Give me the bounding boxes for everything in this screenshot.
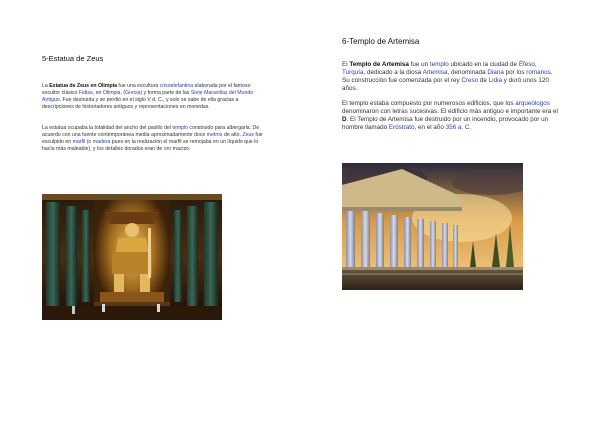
paragraph-text: macizo.	[171, 145, 191, 152]
text-link[interactable]: oro	[163, 145, 172, 152]
text-link[interactable]: madera	[92, 138, 111, 145]
paragraph-text: de	[478, 77, 489, 85]
paragraph-text: . Fue destruida y se perdió en el siglo V d. C., y solo se sabe de ella gracias a descripciones de historiadores antiguos y representaciones en monedas.	[42, 96, 239, 110]
text-link[interactable]: Éfeso	[518, 61, 535, 68]
paragraph-text: fue una escultura	[116, 83, 160, 89]
paragraph-text: ubicado en la ciudad de	[448, 61, 519, 68]
text-link[interactable]: Diana	[487, 69, 504, 77]
paragraph-text: de alto.	[222, 131, 243, 138]
paragraph-text: y duró unos 120 años.	[342, 77, 549, 93]
text-link[interactable]: Artemisa	[422, 69, 448, 77]
text-link[interactable]: Eróstrato	[388, 124, 415, 132]
paragraph-text: (o	[85, 138, 93, 145]
paragraph-text: , (	[120, 89, 126, 96]
text-link[interactable]: Siete Maravillas del Mundo Antiguo	[42, 89, 254, 103]
zeus-paragraph-1	[42, 83, 264, 111]
zeus-statue-image	[42, 194, 222, 320]
bold-text: D	[342, 116, 347, 124]
text-link[interactable]: Olimpia	[102, 89, 121, 96]
paragraph-text: elaborada por el famoso escultor clásico	[42, 83, 251, 96]
paragraph-text: construido para albergarla. De acuerdo con una fuente contemporánea media aproximadamente doce	[42, 125, 260, 138]
text-link[interactable]: templo	[172, 125, 188, 131]
paragraph-text: , en el año	[414, 124, 446, 132]
paragraph-text: denominaron con letras sucesivas. El edificio más antiguo e importante era el	[342, 108, 558, 116]
text-link[interactable]: Zeus	[242, 131, 254, 138]
bold-text: Estatua de Zeus en Olimpia	[49, 83, 117, 89]
paragraph-text: La	[42, 83, 50, 89]
paragraph-text: . Su construcción fue comenzada por el rey	[342, 69, 553, 85]
zeus-paragraph-2	[42, 125, 264, 153]
artemisa-heading: 6-Templo de Artemisa	[342, 37, 420, 46]
text-link[interactable]: 356 a. C.	[445, 124, 472, 132]
paragraph-text: El templo estaba compuesto por numerosos edificios, que los	[342, 100, 516, 107]
text-link[interactable]: metros	[206, 131, 223, 138]
text-link[interactable]: Turquía	[342, 69, 364, 77]
text-link[interactable]: romanos	[526, 69, 551, 77]
paragraph-text: ) y forma parte de las	[140, 89, 191, 96]
text-link[interactable]: arqueólogos	[515, 100, 550, 107]
text-link[interactable]: marfil	[72, 138, 86, 145]
paragraph-text: ,	[534, 61, 537, 68]
paragraph-text: fue un	[408, 61, 430, 68]
paragraph-text: fue esculpido en	[42, 131, 263, 145]
paragraph-text: , dedicado a la diosa	[363, 69, 423, 77]
text-link[interactable]: templo	[429, 61, 449, 68]
zeus-heading: 5-Estatua de Zeus	[42, 54, 104, 63]
text-link[interactable]: Grecia	[125, 89, 141, 96]
text-link[interactable]: Creso	[461, 77, 479, 85]
paragraph-text: pues en la realización el marfil se remojaba en un líquido que lo hacía más maleable), y los detalles dorados eran de	[42, 138, 259, 152]
paragraph-text: , denominada	[447, 69, 488, 77]
paragraph-text: La estatua ocupaba la totalidad del ancho del pasillo del	[42, 125, 173, 131]
right-page	[300, 0, 600, 424]
artemisa-paragraph-1	[342, 61, 560, 93]
text-link[interactable]: crisoelefantina	[159, 83, 194, 89]
paragraph-text: , en	[92, 89, 103, 96]
paragraph-text: El	[342, 61, 350, 68]
text-link[interactable]: Lidia	[488, 77, 502, 85]
artemisa-paragraph-2	[342, 100, 560, 132]
paragraph-text: . El Templo de Artemisa fue destruido por un incendio, provocado por un hombre llamado	[342, 116, 549, 132]
text-link[interactable]: Fidias	[78, 89, 93, 96]
artemisa-temple-image	[342, 163, 523, 290]
paragraph-text: por los	[503, 69, 527, 77]
bold-text: Templo de Artemisa	[349, 61, 409, 68]
